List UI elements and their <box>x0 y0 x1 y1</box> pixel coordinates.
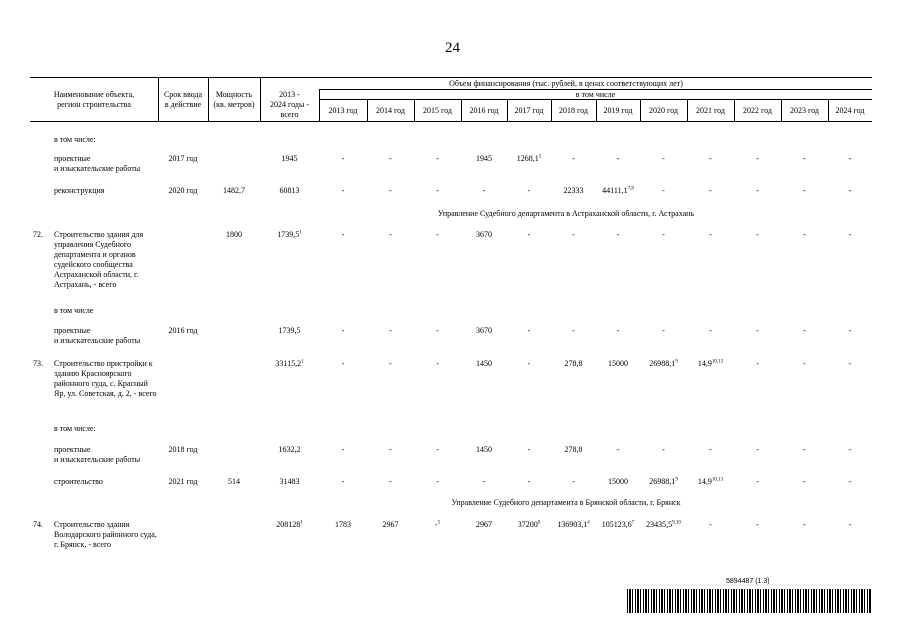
dash-cell: - <box>756 359 759 368</box>
row-term: 2020 год <box>168 186 198 195</box>
dash-cell: - <box>709 186 712 195</box>
row-label: в том числе: <box>54 424 96 433</box>
dash-cell: - <box>803 359 806 368</box>
header-year: 2023 год <box>790 106 819 115</box>
header-top-rule <box>30 77 872 78</box>
row-value: 1450 <box>476 359 492 368</box>
row-value: 278,8 <box>564 445 583 454</box>
dash-cell: - <box>527 186 531 195</box>
row-power: 514 <box>228 477 240 486</box>
dash-cell: - <box>756 154 759 163</box>
dash-cell: - <box>756 477 759 486</box>
dash-cell: - <box>848 186 852 195</box>
dash-cell: - <box>848 154 852 163</box>
row-value: 1945 <box>476 154 492 163</box>
dash-cell: - <box>482 477 486 486</box>
header-funding: Объем финансирования (тыс. рублей, в ценах соответствующих лет) <box>449 79 683 88</box>
row-power: 1482,7 <box>223 186 245 195</box>
header-total: 2013 - 2024 годы - всего <box>270 90 309 119</box>
row-value: 22333 <box>563 186 584 195</box>
dash-cell: - <box>341 230 345 239</box>
dash-cell: - <box>572 154 575 163</box>
header-bottom-rule <box>30 121 872 122</box>
dash-cell: - <box>803 477 806 486</box>
row-value: 1268,1$^5$ <box>516 154 542 163</box>
row-value: -$^5$ <box>434 520 441 529</box>
header-year: 2018 год <box>559 106 588 115</box>
dash-cell: - <box>341 326 345 335</box>
row-value: 105123,6$^7$ <box>601 520 635 529</box>
dash-cell: - <box>616 445 620 454</box>
dash-cell: - <box>662 186 665 195</box>
header-year: 2022 год <box>743 106 772 115</box>
row-name: строительство <box>54 477 103 486</box>
dash-cell: - <box>709 520 712 529</box>
dash-cell: - <box>709 230 712 239</box>
header-year: 2024 год <box>835 106 865 115</box>
page-number: 24 <box>445 40 460 56</box>
barcode-label: 5894487 (1.3) <box>726 578 770 585</box>
dash-cell: - <box>341 359 345 368</box>
dash-cell: - <box>436 230 439 239</box>
section-heading: Управление Судебного департамента в Брянской области, г. Брянск <box>451 498 681 507</box>
row-value: 278,8 <box>564 359 583 368</box>
dash-cell: - <box>848 520 852 529</box>
dash-cell: - <box>848 477 852 486</box>
dash-cell: - <box>848 445 852 454</box>
row-value: 14,9$^{10,13}$ <box>697 359 724 368</box>
header-year: 2017 год <box>514 106 544 115</box>
row-total: 208128$^1$ <box>276 520 303 529</box>
row-name: реконструкция <box>54 186 105 195</box>
row-value: 26988,1$^9$ <box>649 477 678 486</box>
dash-cell: - <box>662 326 665 335</box>
row-total: 1945 <box>281 154 298 163</box>
dash-cell: - <box>572 477 575 486</box>
row-term: 2021 год <box>168 477 198 486</box>
row-value: 26988,1$^9$ <box>649 359 678 368</box>
row-term: 2016 год <box>168 326 198 335</box>
dash-cell: - <box>436 359 439 368</box>
dash-cell: - <box>389 154 392 163</box>
dash-cell: - <box>436 326 439 335</box>
dash-cell: - <box>436 186 439 195</box>
dash-cell: - <box>756 186 759 195</box>
dash-cell: - <box>341 154 345 163</box>
dash-cell: - <box>756 445 759 454</box>
row-value: 3670 <box>476 230 492 239</box>
dash-cell: - <box>803 230 806 239</box>
dash-cell: - <box>848 230 852 239</box>
row-total: 33115,2$^1$ <box>275 359 304 368</box>
dash-cell: - <box>848 326 852 335</box>
dash-cell: - <box>803 326 806 335</box>
row-value: 15000 <box>608 359 628 368</box>
row-label: в том числе: <box>54 135 96 144</box>
dash-cell: - <box>662 445 665 454</box>
dash-cell: - <box>389 230 392 239</box>
row-term: 2017 год <box>168 154 198 163</box>
dash-cell: - <box>709 154 712 163</box>
dash-cell: - <box>482 186 486 195</box>
dash-cell: - <box>389 445 392 454</box>
dash-cell: - <box>572 326 575 335</box>
dash-cell: - <box>389 359 392 368</box>
header-year: 2015 год <box>423 106 452 115</box>
dash-cell: - <box>709 445 712 454</box>
row-value: 2967 <box>476 520 492 529</box>
dash-cell: - <box>572 230 575 239</box>
row-value: 1783 <box>335 520 351 529</box>
row-value: 23435,5$^{9,10}$ <box>646 520 681 529</box>
dash-cell: - <box>803 154 806 163</box>
row-value: 2967 <box>382 520 399 529</box>
row-name: Строительство здания для управления Судебного департамента и органов судейского сообщества Астраханской области, г. Астрахань, - всего <box>54 230 144 289</box>
row-value: 15000 <box>608 477 628 486</box>
dash-cell: - <box>848 359 852 368</box>
dash-cell: - <box>527 359 531 368</box>
row-number: 74. <box>33 520 43 529</box>
dash-cell: - <box>616 326 620 335</box>
row-value: 3670 <box>476 326 492 335</box>
header-term: Срок ввода в действие <box>163 90 203 109</box>
row-total: 1632,2 <box>278 445 301 454</box>
header-including: в том числе <box>575 90 616 99</box>
row-number: 72. <box>33 230 43 239</box>
dash-cell: - <box>527 477 531 486</box>
dash-cell: - <box>527 326 531 335</box>
row-label: в том числе <box>54 306 94 315</box>
dash-cell: - <box>436 477 439 486</box>
section-heading: Управление Судебного департамента в Астраханской области, г. Астрахань <box>437 209 695 218</box>
dash-cell: - <box>436 445 439 454</box>
dash-cell: - <box>389 477 392 486</box>
header-power: Мощность (кв. метров) <box>213 90 255 109</box>
dash-cell: - <box>436 154 439 163</box>
row-total: 1739,5$^1$ <box>277 230 302 239</box>
row-value: 44111,1$^{7,8}$ <box>602 186 634 195</box>
header-year: 2019 год <box>603 106 633 115</box>
dash-cell: - <box>389 186 392 195</box>
header-year: 2021 год <box>696 106 725 115</box>
row-power: 1800 <box>226 230 242 239</box>
dash-cell: - <box>756 230 759 239</box>
dash-cell: - <box>616 154 620 163</box>
dash-cell: - <box>662 154 665 163</box>
header-year: 2013 год <box>328 106 358 115</box>
dash-cell: - <box>662 230 665 239</box>
dash-cell: - <box>709 326 712 335</box>
dash-cell: - <box>756 326 759 335</box>
row-name: Строительство здания Володарского районного суда, г. Брянск, - всего <box>54 520 157 549</box>
row-value: 14,9$^{10,13}$ <box>697 477 724 486</box>
dash-cell: - <box>341 477 345 486</box>
row-total: 1739,5 <box>278 326 301 335</box>
dash-cell: - <box>756 520 759 529</box>
row-term: 2018 год <box>168 445 198 454</box>
dash-cell: - <box>527 230 531 239</box>
header-year: 2014 год <box>376 106 405 115</box>
dash-cell: - <box>527 445 531 454</box>
dash-cell: - <box>803 186 806 195</box>
dash-cell: - <box>616 230 620 239</box>
row-total: 31483 <box>279 477 300 486</box>
header-name: Наименование объекта, регион строительства <box>53 90 135 109</box>
row-name: проектные и изыскательские работы <box>54 445 141 464</box>
row-number: 73. <box>33 359 43 368</box>
row-value: 136903,1$^4$ <box>557 520 590 529</box>
header-year: 2020 год <box>649 106 678 115</box>
row-name: Строительство пристройки к зданию Красноярского районного суда, с. Красный Яр, ул. Советская, д. 2, - всего <box>54 359 157 398</box>
header-year: 2016 год <box>469 106 499 115</box>
dash-cell: - <box>341 186 345 195</box>
barcode <box>627 589 872 613</box>
row-value: 37200$^0$ <box>517 520 541 529</box>
row-name: проектные и изыскательские работы <box>54 326 141 345</box>
row-total: 60813 <box>279 186 300 195</box>
row-name: проектные и изыскательские работы <box>54 154 141 173</box>
dash-cell: - <box>341 445 345 454</box>
dash-cell: - <box>389 326 392 335</box>
dash-cell: - <box>803 520 806 529</box>
row-value: 1450 <box>476 445 492 454</box>
dash-cell: - <box>803 445 806 454</box>
